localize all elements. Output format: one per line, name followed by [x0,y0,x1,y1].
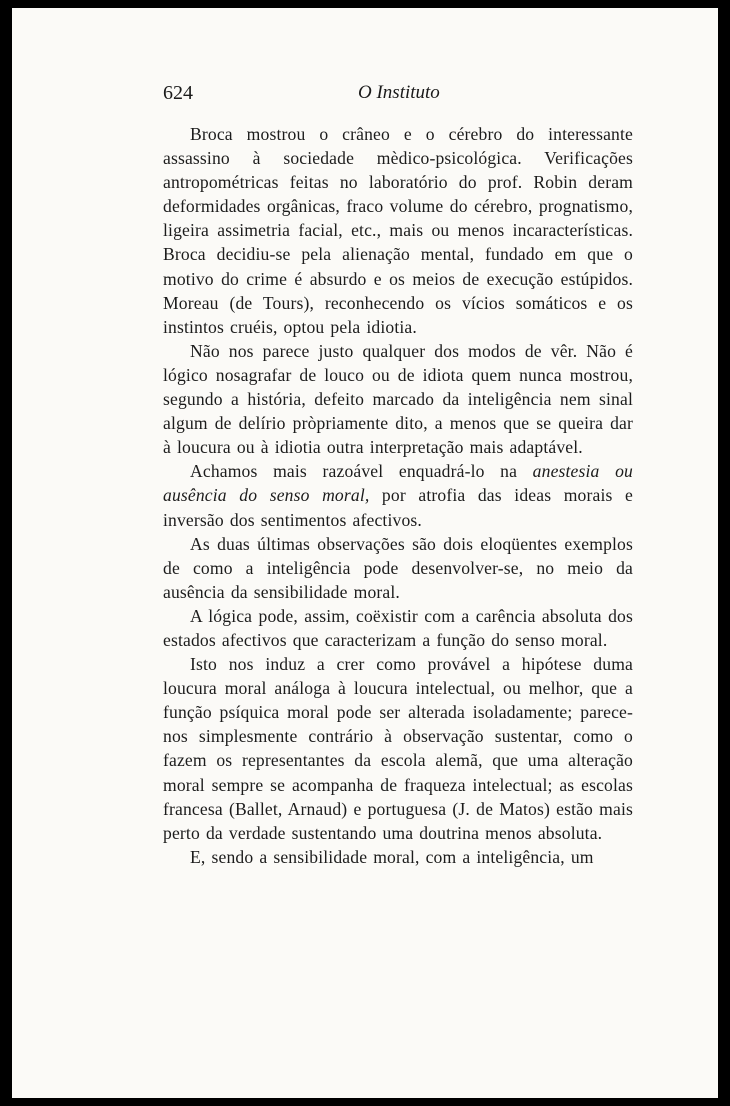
page-header [163,80,633,110]
paragraph-5: A lógica pode, assim, coëxistir com a carência absoluta dos estados afectivos que caracterizam a função do senso moral. [163,605,633,650]
paragraph-4: As duas últimas observações são dois eloqüentes exemplos de como a inteligência pode desenvolver-se, no meio da ausência da sensibilidade moral. [163,533,633,602]
running-title: O Instituto [358,82,440,103]
paragraph-7: E, sendo a sensibilidade moral, com a inteligência, um [190,846,594,867]
paragraph-1: Broca mostrou o crâneo e o cérebro do interessante assassino à sociedade mèdico-psicológica. Verificações antropométricas feitas no laboratório do prof. Robin deram deformidades orgânicas, fraco volume do cérebro, prognatismo, ligeira assimetria facial, etc., mais ou menos incaracterísticas. Broca decidiu-se pela alienação mental, fundado em que o motivo do crime é absurdo e os meios de execução estúpidos. Moreau (de Tours), reconhecendo os vícios somáticos e os instintos cruéis, optou pela idiotia. [163,124,633,337]
paragraph-3 [163,459,633,531]
paragraph-6: Isto nos induz a crer como provável a hipótese duma loucura moral análoga à loucura intelectual, ou melhor, que a função psíquica moral pode ser alterada isoladamente; parece-nos simplesmente contrário à observação sustentar, como o fazem os representantes da escola alemã, que uma alteração moral sempre se acompanha de fraqueza intelectual; as escolas francesa (Ballet, Arnaud) e portuguesa (J. de Matos) estão mais perto da verdade sustentando uma doutrina menos absoluta. [163,654,633,843]
book-page [12,8,718,1098]
body-text [163,122,633,869]
paragraph-3-tail: por atrofia das ideas morais e inversão dos sentimentos afectivos. [163,485,633,530]
paragraph-2: Não nos parece justo qualquer dos modos de vêr. Não é lógico nosagrafar de louco ou de idiota quem nunca mostrou, segundo a história, defeito marcado da inteligência nem sinal algum de delírio pròpriamente dito, a menos que se queira dar à loucura ou à idiotia outra interpretação mais adaptável. [163,340,633,458]
paragraph-3-lead: Achamos mais razoável enquadrá-lo na [190,461,533,482]
page-number: 624 [163,82,193,104]
italic-term: anestesia ou ausência do senso moral, [163,461,633,506]
